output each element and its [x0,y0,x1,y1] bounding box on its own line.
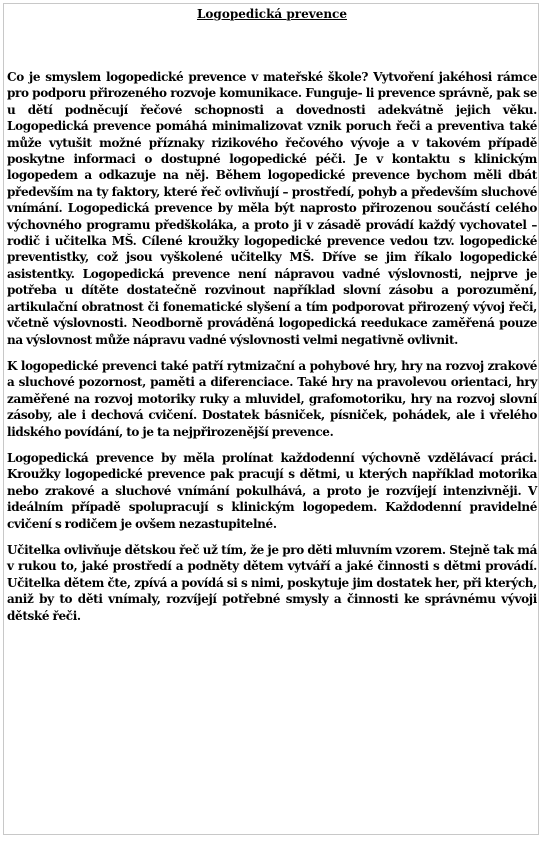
document-body [4,4,540,634]
document-page [3,3,539,835]
document-title: Logopedická prevence [196,7,347,21]
paragraph-3: Logopedická prevence by měla prolínat každodenní výchovně vzdělávací práci. Kroužky logopedické prevence pak pracují s dětmi, u kterých například motorika nebo zrakové a sluchové vnímání pokulhává, a proto je rozvíjejí intenzivněji. V ideálním případě spolupracují s klinickým logopedem. Každodenní pravidelné cvičení s rodičem je ovšem nezastupitelné. [7,450,537,531]
paragraph-1: Co je smyslem logopedické prevence v mateřské škole? Vytvoření jakéhosi rámce pro podporu přirozeného rozvoje komunikace. Funguje- li prevence správně, pak se u dětí podněcují řečové schopnosti a dovednosti adekvátně jejich věku. Logopedická prevence pomáhá minimalizovat vznik poruch řeči a preventiva také může vytušit možné příznaky rizikového řečového vývoje a v takovém případě poskytne informaci o dostupné logopedické péči. Je v kontaktu s klinickým logopedem a odkazuje na něj. Během logopedické prevence bychom měli dbát především na ty faktory, které řeč ovlivňují – prostředí, pohyb a především sluchové vnímání. Logopedická prevence by měla být naprosto přirozenou součástí celého výchovného programu předškoláka, a proto ji v zásadě provádí každý vychovatel – rodič i učitelka MŠ. Cílené kroužky logopedické prevence vedou tzv. logopedické preventistky, což jsou vyškolené učitelky MŠ. Dříve se jim říkalo logopedické asistentky. Logopedická prevence není nápravou vadné výslovnosti, nejprve je potřeba u dítěte dostatečně rozvinout například slovní zásobu a porozumění, artikulační obratnost či fonematické slyšení a tím podporovat přirozený vývoj řeči, včetně výslovnosti. Neodborně prováděná logopedická reedukace zaměřená pouze na výslovnost může nápravu vadné výslovnosti velmi negativně ovlivnit. [7,70,537,347]
paragraph-2: K logopedické prevenci také patří rytmizační a pohybové hry, hry na rozvoj zrakové a sluchové pozornost, paměti a diferenciace. Také hry na pravolevou orientaci, hry zaměřené na rozvoj motoriky ruky a mluvidel, grafomotoriku, hry na rozvoj slovní zásoby, ale i dechová cvičení. Dostatek básniček, písniček, pohádek, ale i vřelého lidského povídání, to je ta nejpřirozenější prevence. [7,358,537,439]
title-spacer [7,22,537,69]
paragraph-4: Učitelka ovlivňuje dětskou řeč už tím, že je pro děti mluvním vzorem. Stejně tak má v rukou to, jaké prostředí a podněty dětem vytváří a jaké činnosti s dětmi provádí. Učitelka dětem čte, zpívá a povídá si s nimi, poskytuje jim dostatek her, při kterých, aniž by to děti vnímaly, rozvíjejí potřebné smysly a činnosti ke správnému vývoji dětské řeči. [7,542,537,623]
